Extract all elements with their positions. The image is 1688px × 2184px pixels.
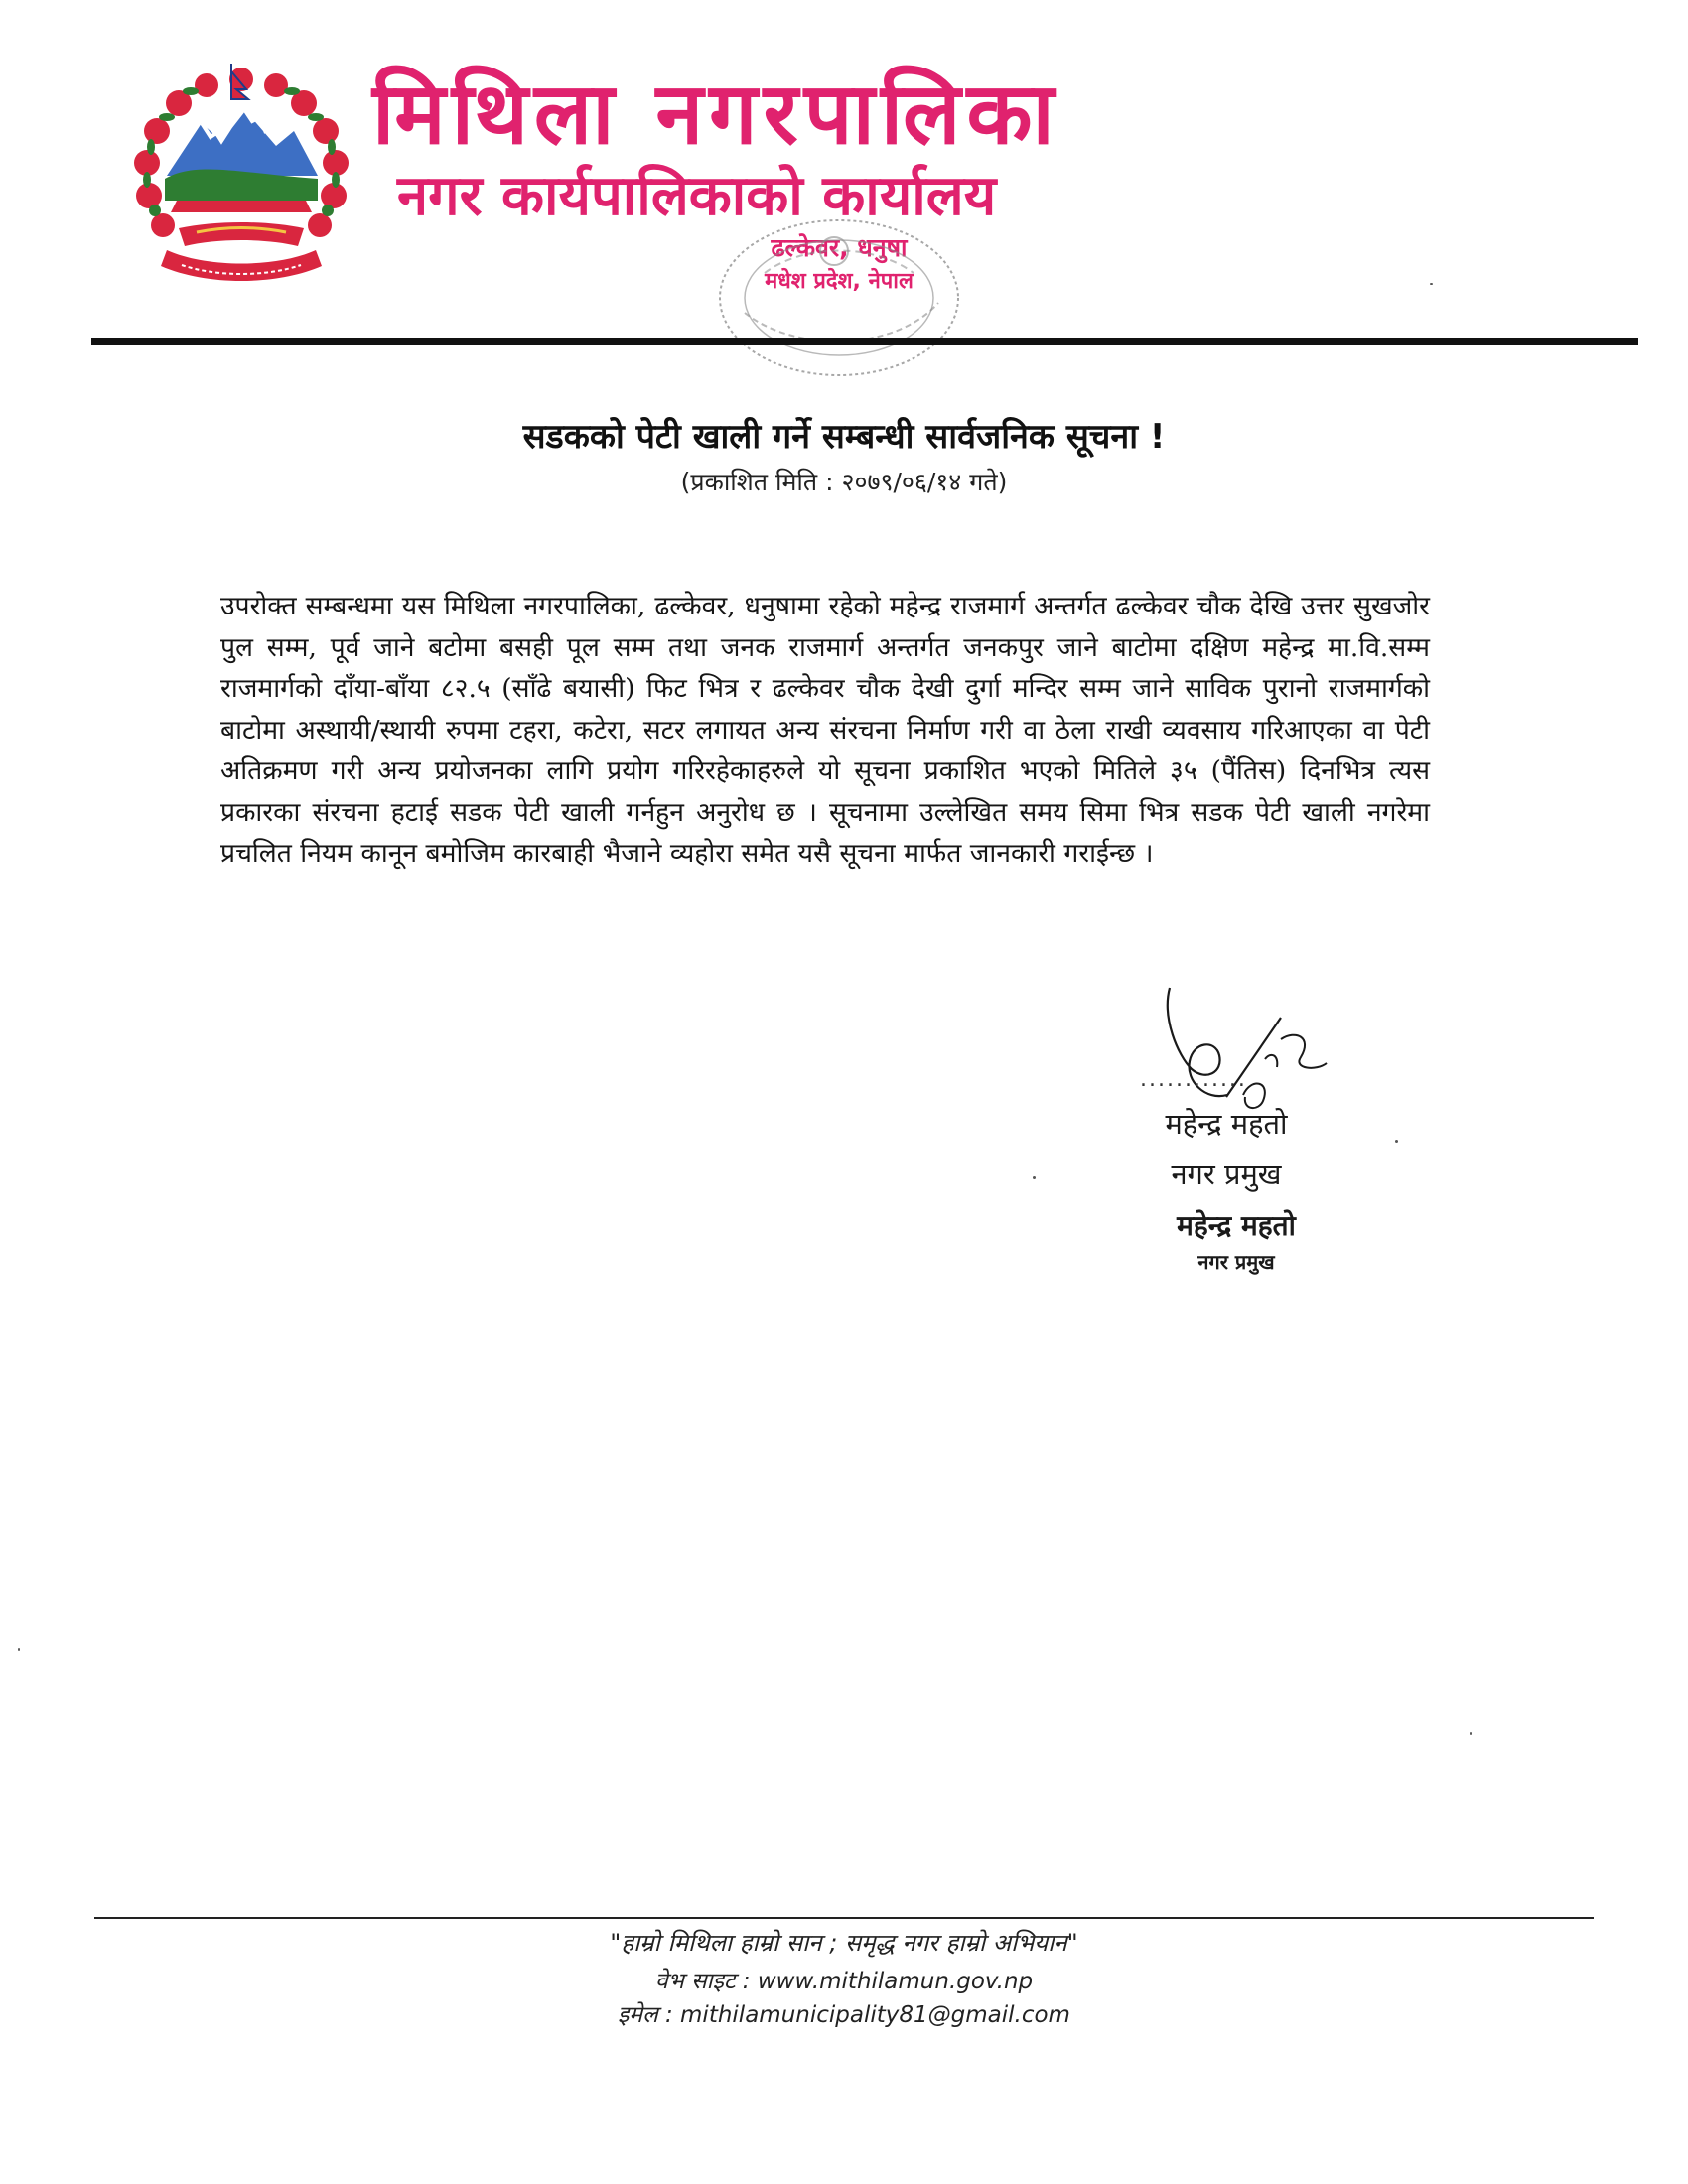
office-place: ढल्केवर, धनुषा xyxy=(771,233,908,262)
footer-website: वेभ साइट : www.mithilamun.gov.np xyxy=(654,1969,1034,1994)
scan-speck xyxy=(1430,283,1433,285)
stamp-designation: नगर प्रमुख xyxy=(1197,1250,1275,1274)
signatory-name: महेन्द्र महतो xyxy=(1165,1107,1288,1141)
signatory-designation: नगर प्रमुख xyxy=(1171,1158,1282,1191)
header-divider xyxy=(91,338,1638,345)
office-province: मधेश प्रदेश, नेपाल xyxy=(765,269,914,294)
notice-title: सडकको पेटी खाली गर्ने सम्बन्धी सार्वजनिक सूचना ! xyxy=(522,417,1166,457)
published-date: (प्रकाशित मिति : २०७९/०६/१४ गते) xyxy=(680,468,1008,496)
scan-speck xyxy=(18,1648,20,1651)
footer-slogan: "हाम्रो मिथिला हाम्रो सान ; समृद्ध नगर हाम्रो अभियान" xyxy=(610,1929,1078,1957)
handwritten-signature xyxy=(1132,978,1360,1117)
municipality-title: मिथिला नगरपालिका xyxy=(372,65,1060,164)
footer-divider xyxy=(94,1917,1594,1919)
nepal-emblem-icon xyxy=(127,62,355,290)
signature-line: ............ xyxy=(1140,1067,1247,1092)
office-stamp-icon xyxy=(675,204,993,412)
scan-speck xyxy=(1470,1732,1472,1735)
office-subtitle: नगर कार्यपालिकाको कार्यालय xyxy=(397,164,997,228)
footer-email: इमेल : mithilamunicipality81@gmail.com xyxy=(618,2002,1070,2028)
stamp-name: महेन्द्र महतो xyxy=(1177,1209,1296,1242)
notice-body: उपरोक्त सम्बन्धमा यस मिथिला नगरपालिका, ढल्केवर, धनुषामा रहेको महेन्द्र राजमार्ग अन्तर्गत ढल्केवर चौक देखि उत्तर सुखजोर पुल सम्म, पूर्व जाने बटोमा बसही पूल सम्म तथा जनक राजमार्ग अन्तर्गत जनकपुर जाने बाटोमा दक्षिण महेन्द्र मा.वि.सम्म राजमार्गको दाँया-बाँया ८२.५ (साँढे बयासी) फिट भित्र र ढल्केवर चौक देखी दुर्गा मन्दिर सम्म जाने साविक पुरानो राजमार्गको बाटोमा अस्थायी/स्थायी रुपमा टहरा, कटेरा, सटर लगायत अन्य संरचना निर्माण गरी वा ठेला राखी व्यवसाय गरिआएका वा पेटी अतिक्रमण गरी अन्य प्रयोजनका लागि प्रयोग गरिरहेकाहरुले यो सूचना प्रकाशित भएको मितिले ३५ (पैंतिस) दिनभित्र त्यस प्रकारका संरचना हटाई सडक पेटी खाली गर्नहुन अनुरोध छ । सूचनामा उल्लेखित समय सिमा भित्र सडक पेटी खाली नगरेमा प्रचलित नियम कानून बमोजिम कारबाही भैजाने व्यहोरा समेत यसै सूचना मार्फत जानकारी गराईन्छ । xyxy=(220,591,1430,869)
scan-speck xyxy=(1395,1140,1398,1143)
scan-speck xyxy=(1033,1176,1036,1179)
